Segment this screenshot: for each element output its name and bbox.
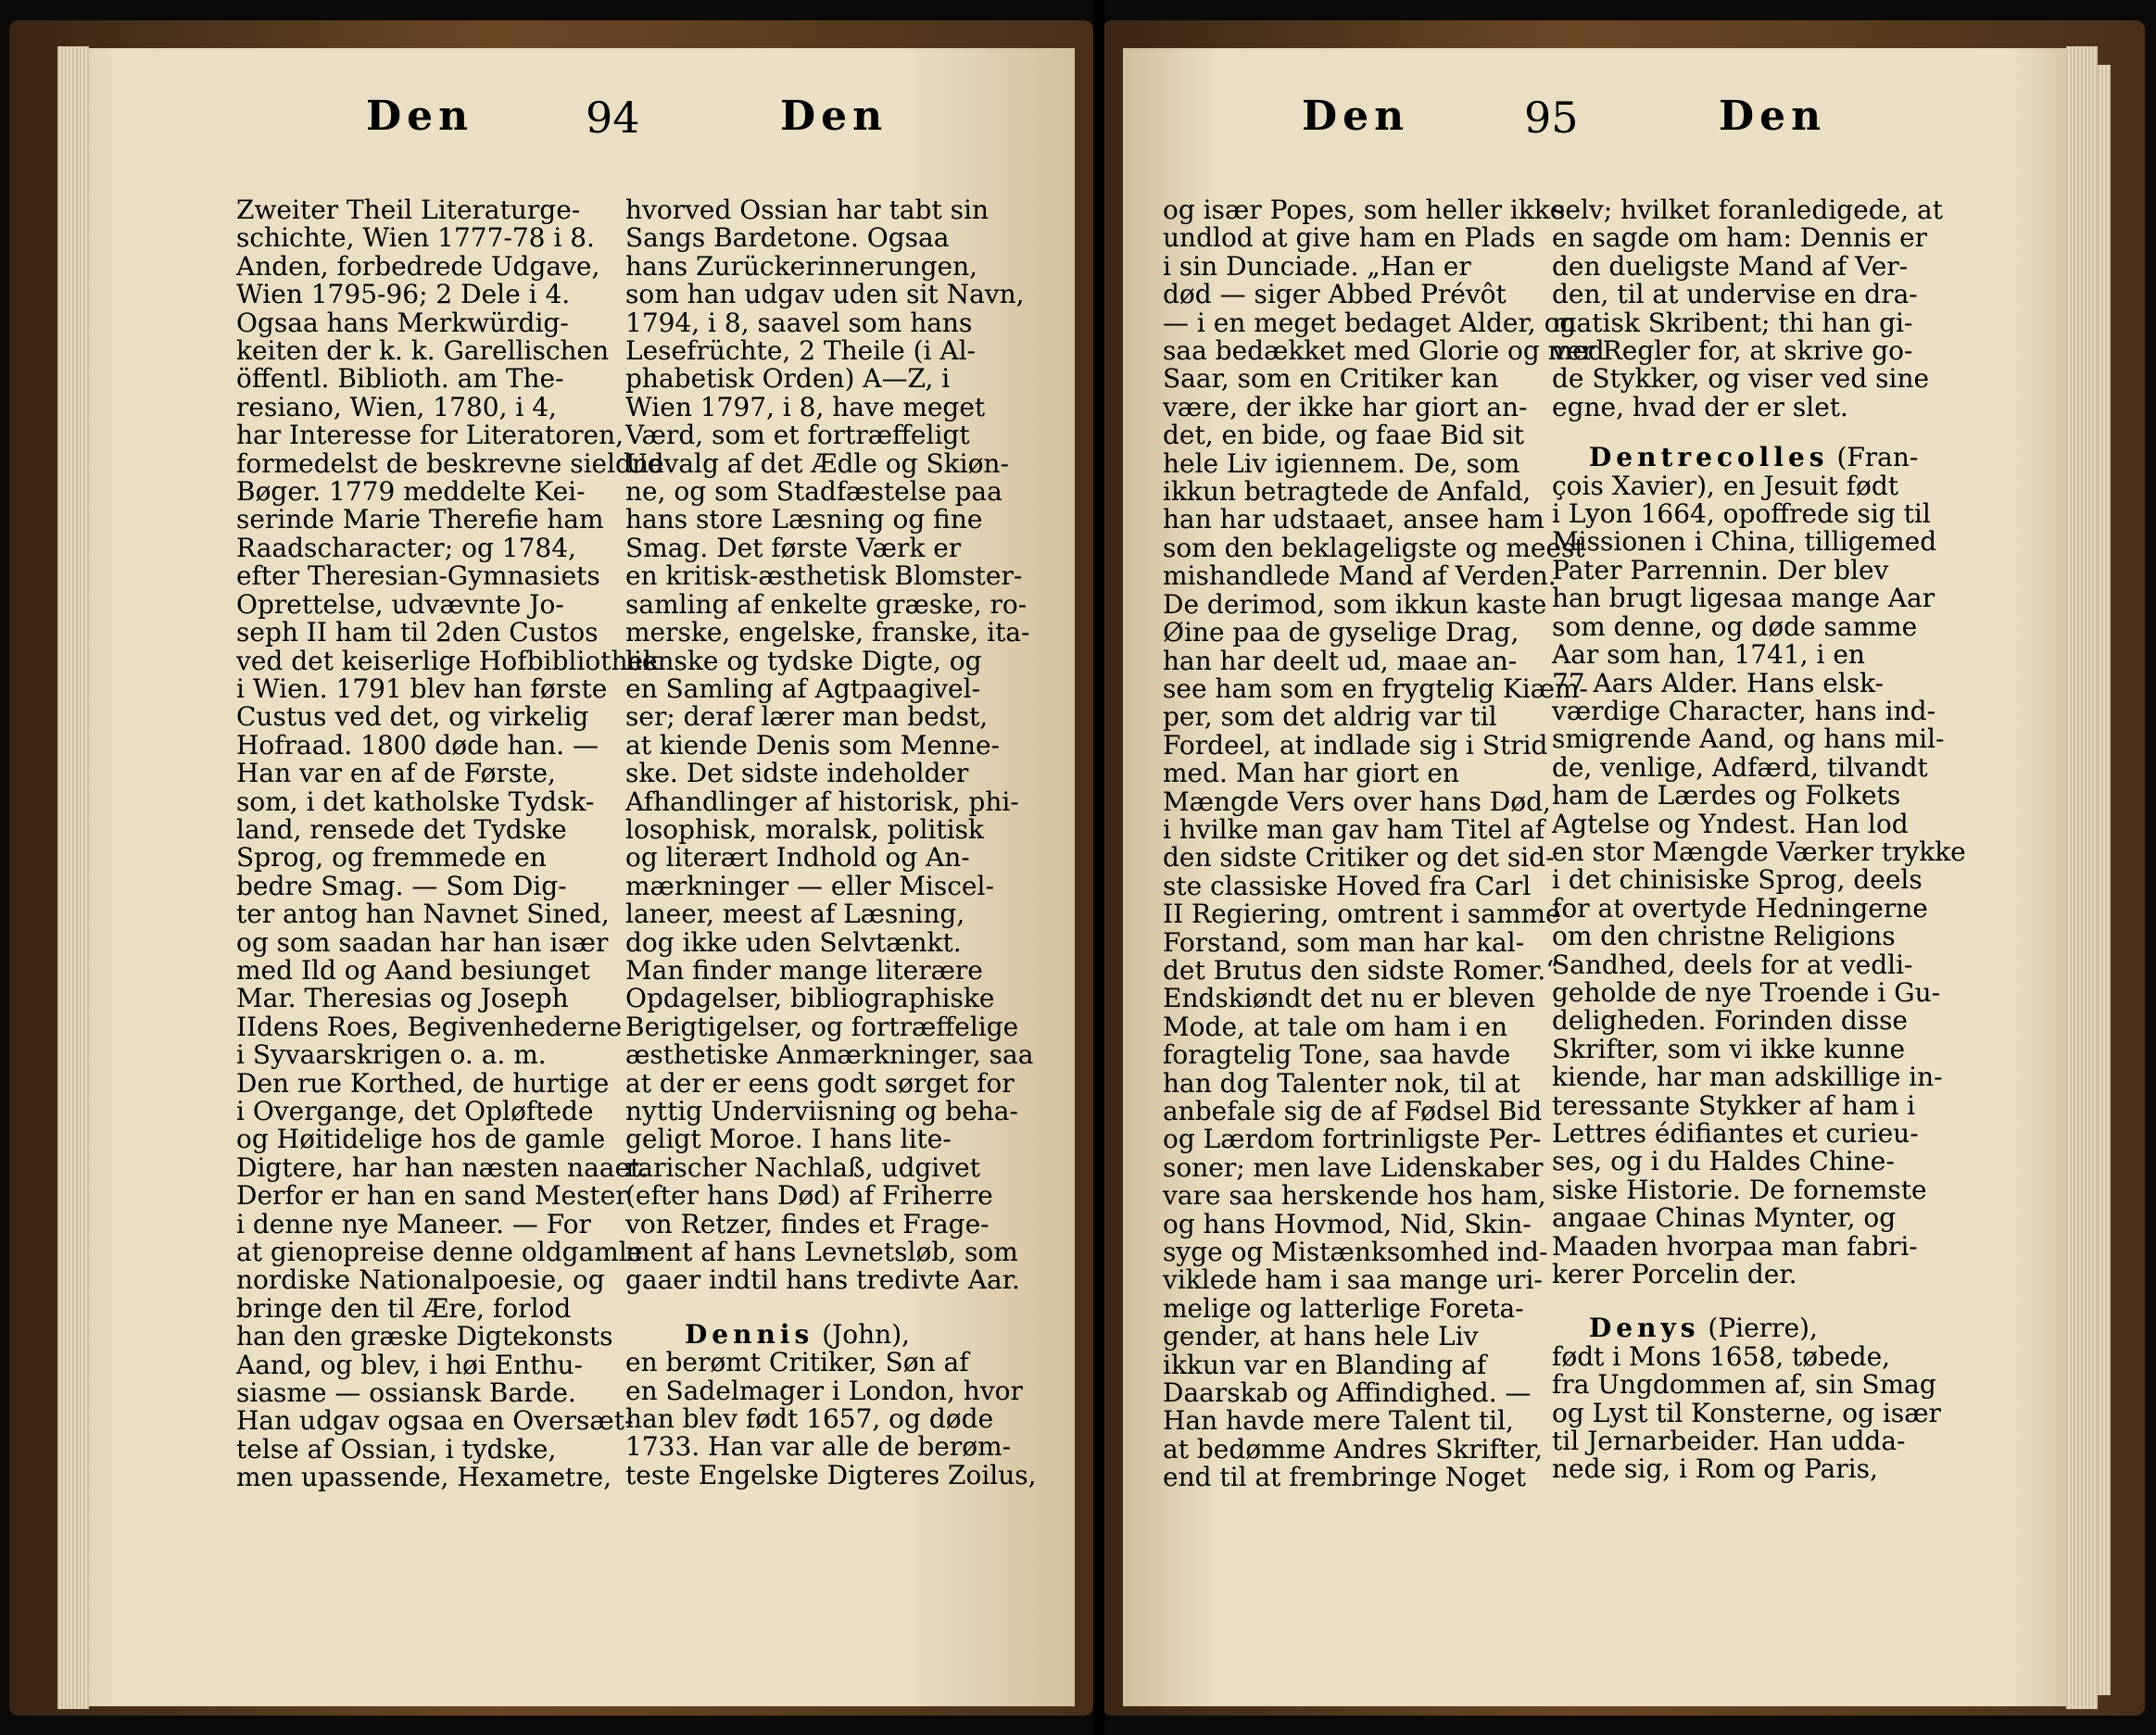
text-line: Zweiter Theil Literaturge- (236, 195, 581, 225)
right-col2-lines (1552, 195, 1943, 422)
text-line: Daarskab og Affindighed. — (1163, 1377, 1532, 1409)
text-line: Oprettelse, udvævnte Jo- (236, 588, 564, 620)
text-line: en sagde om ham: Dennis er (1552, 222, 1928, 254)
text-line: 1794, i 8, saavel som hans (625, 307, 973, 338)
text-line: ment af hans Levnetsløb, som (625, 1237, 1018, 1268)
text-line: foragtelig Tone, saa havde (1163, 1039, 1511, 1071)
text-line: siske Historie. De fornemste (1552, 1174, 1927, 1205)
text-line: ham de Lærdes og Folkets (1552, 780, 1901, 811)
text-line: at der er eens godt sørget for (625, 1067, 1015, 1099)
text-line: Bøger. 1779 meddelte Kei- (236, 476, 586, 508)
text-line: Anden, forbedrede Udgave, (236, 250, 600, 282)
text-line: çois Xavier), en Jesuit født (1552, 470, 1899, 501)
left-page-edges (57, 46, 89, 1709)
text-line: egne, hvad der er slet. (1552, 391, 1848, 422)
text-line: hans Zurückerinnerungen, (625, 250, 978, 282)
text-line: saa bedækket med Glorie og med (1163, 335, 1605, 367)
text-line: Sprog, og fremmede en (236, 842, 547, 874)
text-line: Aand, og blev, i høi Enthu- (236, 1349, 583, 1380)
text-line: von Retzer, findes et Frage- (625, 1208, 990, 1239)
text-line: Custus ved det, og virkelig (236, 701, 589, 733)
text-line: Lesefrüchte, 2 Theile (i Al- (625, 335, 977, 367)
entry-heading-denys: Denys (Pierre), (1589, 1313, 1818, 1344)
text-line: viklede ham i saa mange uri- (1163, 1264, 1543, 1296)
text-line: Den rue Korthed, de hurtige (236, 1067, 610, 1099)
text-line: smigrende Aand, og hans mil- (1552, 723, 1945, 755)
text-line: Missionen i China, tilligemed (1552, 526, 1937, 558)
right-col2-entry2-lines (1552, 1340, 1941, 1485)
text-line: melige og latterlige Foreta- (1163, 1292, 1524, 1324)
text-line: værdige Character, hans ind- (1552, 695, 1936, 726)
text-line: De derimod, som ikkun kaste (1163, 588, 1547, 620)
text-line: see ham som en frygtelig Kiæm- (1163, 673, 1589, 704)
text-line: ne, og som Stadfæstelse paa (625, 476, 1002, 508)
text-line: losophisk, moralsk, politisk (625, 813, 984, 845)
text-line: den sidste Critiker og det sid- (1163, 842, 1555, 874)
text-line: schichte, Wien 1777-78 i 8. (236, 222, 595, 254)
text-line: Endskiøndt det nu er bleven (1163, 983, 1535, 1014)
text-line: en Sadelmager i London, hvor (625, 1375, 1023, 1406)
text-line: død — siger Abbed Prévôt (1163, 279, 1507, 310)
text-line: selv; hvilket foranledigede, at (1552, 195, 1943, 225)
text-line: en stor Mængde Værker trykke (1552, 836, 1966, 867)
text-line: i det chinisiske Sprog, deels (1552, 864, 1923, 896)
text-line: seph II ham til 2den Custos (236, 617, 599, 648)
text-line: Fordeel, at indlade sig i Strid (1163, 729, 1548, 761)
text-line: mishandlede Mand af Verden. (1163, 560, 1557, 592)
right-running-head-right: Den (1719, 93, 1827, 140)
text-line: geholde de nye Troende i Gu- (1552, 976, 1941, 1008)
text-line: Øine paa de gyselige Drag, (1163, 617, 1519, 648)
text-line: efter Theresian-Gymnasiets (236, 560, 600, 592)
text-line: formedelst de beskrevne sieldne (236, 447, 664, 479)
text-line: samling af enkelte græske, ro- (625, 588, 1028, 620)
text-line: Forstand, som man har kal- (1163, 926, 1525, 958)
left-page-number: 94 (586, 93, 640, 143)
text-line: Raadscharacter; og 1784, (236, 532, 576, 563)
text-line: dog ikke uden Selvtænkt. (625, 926, 962, 958)
text-line: en berømt Critiker, Søn af (625, 1347, 969, 1378)
text-line: Mængde Vers over hans Død, (1163, 786, 1551, 817)
text-line: fra Ungdommen af, sin Smag (1552, 1369, 1936, 1401)
text-line: IIdens Roes, Begivenhederne (236, 1011, 623, 1042)
text-line: i sin Dunciade. „Han er (1163, 250, 1471, 282)
text-line: Afhandlinger af historisk, phi- (625, 786, 1019, 817)
text-line: til Jernarbeider. Han udda- (1552, 1426, 1906, 1457)
text-line: bedre Smag. — Som Dig- (236, 870, 567, 901)
left-running-head-right: Den (780, 93, 889, 140)
right-column-1 (1163, 195, 1605, 1493)
text-line: i hvilke man gav ham Titel af (1163, 813, 1545, 845)
text-line: Aar som han, 1741, i en (1552, 639, 1865, 671)
text-line: en Samling af Agtpaagivel- (625, 673, 981, 704)
text-line: 1733. Han var alle de berøm- (625, 1431, 1012, 1463)
text-line: være, der ikke har giort an- (1163, 391, 1528, 422)
right-col1-lines (1163, 195, 1605, 1493)
text-line: han har deelt ud, maae an- (1163, 645, 1518, 676)
text-line: rarischer Nachlaß, udgivet (625, 1151, 980, 1183)
text-line: en kritisk-æsthetisk Blomster- (625, 560, 1023, 592)
text-line: Han udgav ogsaa en Oversæt- (236, 1405, 634, 1437)
text-line: Sangs Bardetone. Ogsaa (625, 222, 950, 254)
text-line: med Ild og Aand besiunget (236, 954, 590, 986)
text-line: anbefale sig de af Fødsel Bid (1163, 1096, 1543, 1126)
text-line: telse af Ossian, i tydske, (236, 1433, 557, 1465)
text-line: 77 Aars Alder. Hans elsk- (1552, 667, 1885, 698)
text-line: han dog Talenter nok, til at (1163, 1067, 1520, 1099)
text-line: de, venlige, Adfærd, tilvandt (1552, 751, 1928, 783)
text-line: og Lyst til Konsterne, og især (1552, 1397, 1941, 1428)
text-line: han den græske Digtekonsts (236, 1321, 613, 1352)
text-line: lienske og tydske Digte, og (625, 645, 982, 676)
left-column-2 (625, 195, 1037, 1490)
text-line: per, som det aldrig var til (1163, 701, 1497, 733)
text-line: Værd, som et fortræffeligt (625, 420, 970, 451)
text-line: og hans Hovmod, Nid, Skin- (1163, 1208, 1532, 1239)
text-line: at gienopreise denne oldgamle (236, 1237, 643, 1268)
text-line: det Brutus den sidste Romer.“ (1163, 954, 1559, 986)
text-line: Mar. Theresias og Joseph (236, 983, 569, 1014)
text-line: i Wien. 1791 blev han første (236, 673, 608, 704)
text-line: syge og Mistænksomhed ind- (1163, 1237, 1548, 1268)
text-line: Mode, at tale om ham i en (1163, 1011, 1507, 1042)
text-line: Derfor er han en sand Mester (236, 1180, 628, 1212)
text-line: bringe den til Ære, forlod (236, 1292, 572, 1324)
text-line: Saar, som en Critiker kan (1163, 363, 1499, 395)
left-running-head-left: Den (366, 93, 474, 140)
text-line: som, i det katholske Tydsk- (236, 786, 595, 817)
text-line: nede sig, i Rom og Paris, (1552, 1453, 1878, 1485)
text-line: matisk Skribent; thi han gi- (1552, 307, 1913, 338)
text-line: — i en meget bedaget Alder, og (1163, 307, 1577, 338)
text-line: angaae Chinas Mynter, og (1552, 1202, 1897, 1234)
text-line: Wien 1795-96; 2 Dele i 4. (236, 279, 571, 310)
text-line: mærkninger — eller Miscel- (625, 870, 994, 901)
text-line: merske, engelske, franske, ita- (625, 617, 1030, 648)
text-line: ved det keiserlige Hofbibliothek (236, 645, 660, 676)
text-line: Skrifter, som vi ikke kunne (1552, 1033, 1906, 1064)
text-line: geligt Moroe. I hans lite- (625, 1124, 952, 1155)
text-line: den dueligste Mand af Ver- (1552, 250, 1909, 282)
text-line: han brugt ligesaa mange Aar (1552, 583, 1935, 614)
text-line: han har udstaaet, ansee ham (1163, 504, 1545, 535)
text-line: kerer Porcelin der. (1552, 1259, 1797, 1290)
text-line: og især Popes, som heller ikke (1163, 195, 1566, 225)
text-line: i Overgange, det Opløftede (236, 1096, 594, 1126)
text-line: hans store Læsning og fine (625, 504, 983, 535)
left-col1-lines (236, 195, 664, 1493)
text-line: Opdagelser, bibliographiske (625, 983, 995, 1014)
text-line: (efter hans Død) af Friherre (625, 1180, 993, 1212)
text-line: teste Engelske Digteres Zoilus, (625, 1459, 1037, 1490)
text-line: resiano, Wien, 1780, i 4, (236, 391, 557, 422)
text-line: land, rensede det Tydske (236, 813, 567, 845)
left-col2-lines (625, 195, 1034, 1296)
text-line: det, en bide, og faae Bid sit (1163, 420, 1525, 451)
right-col2-entry1-lines (1552, 470, 1966, 1290)
text-line: teressante Stykker af ham i (1552, 1089, 1916, 1121)
text-line: Man finder mange literære (625, 954, 983, 986)
text-line: Han havde mere Talent til, (1163, 1405, 1514, 1437)
text-line: om den christne Religions (1552, 921, 1896, 952)
text-line: ste classiske Hoved fra Carl (1163, 870, 1532, 901)
left-column-1 (236, 195, 664, 1493)
text-line: öffentl. Biblioth. am The- (236, 363, 564, 395)
text-line: nordiske Nationalpoesie, og (236, 1264, 605, 1296)
text-line: Smag. Det første Værk er (625, 532, 962, 563)
text-line: hele Liv igiennem. De, som (1163, 447, 1520, 479)
text-line: Wien 1797, i 8, have meget (625, 391, 986, 422)
text-line: laneer, meest af Læsning, (625, 899, 965, 930)
text-line: i denne nye Maneer. — For (236, 1208, 591, 1239)
text-line: ser; deraf lærer man bedst, (625, 701, 989, 733)
text-line: Ogsaa hans Merkwürdig- (236, 307, 569, 338)
text-line: keiten der k. k. Garellischen (236, 335, 610, 367)
entry-heading-dennis: Dennis (John), (685, 1318, 911, 1350)
text-line: serinde Marie Therefie ham (236, 504, 604, 535)
text-line: II Regiering, omtrent i samme (1163, 899, 1561, 930)
text-line: ikkun var en Blanding af (1163, 1349, 1487, 1380)
text-line: Udvalg af det Ædle og Skiøn- (625, 447, 1009, 479)
text-line: ter antog han Navnet Sined, (236, 899, 610, 930)
right-page-edges-outer (2098, 65, 2111, 1695)
text-line: at bedømme Andres Skrifter, (1163, 1433, 1543, 1465)
text-line: ses, og i du Haldes Chine- (1552, 1146, 1895, 1177)
text-line: gaaer indtil hans tredivte Aar. (625, 1264, 1020, 1296)
text-line: og Lærdom fortrinligste Per- (1163, 1124, 1542, 1155)
text-line: og som saadan har han især (236, 926, 609, 958)
text-line: den, til at undervise en dra- (1552, 279, 1918, 310)
text-line: Agtelse og Yndest. Han lod (1552, 808, 1909, 839)
text-line: kiende, har man adskillige in- (1552, 1062, 1943, 1093)
text-line: at kiende Denis som Menne- (625, 729, 1001, 761)
text-line: Sandhed, deels for at vedli- (1552, 949, 1913, 980)
spread-divider (1093, 0, 1104, 1735)
text-line: Lettres édifiantes et curieu- (1552, 1118, 1919, 1149)
text-line: i Lyon 1664, opoffrede sig til (1552, 498, 1931, 530)
text-line: undlod at give ham en Plads (1163, 222, 1536, 254)
right-column-2 (1552, 195, 1966, 1485)
text-line: med. Man har giort en (1163, 758, 1460, 789)
text-line: vare saa herskende hos ham, (1163, 1180, 1546, 1212)
text-line: nyttig Underviisning og beha- (625, 1096, 1018, 1126)
text-line: ske. Det sidste indeholder (625, 758, 969, 789)
text-line: phabetisk Orden) A—Z, i (625, 363, 951, 395)
text-line: Hofraad. 1800 døde han. — (236, 729, 599, 761)
text-line: i Syvaarskrigen o. a. m. (236, 1039, 547, 1071)
text-line: han blev født 1657, og døde (625, 1403, 994, 1435)
right-running-head-left: Den (1302, 93, 1410, 140)
text-line: soner; men lave Lidenskaber (1163, 1151, 1544, 1183)
right-page-number: 95 (1524, 93, 1579, 143)
text-line: ver Regler for, at skrive go- (1552, 335, 1913, 367)
text-line: og Høitidelige hos de gamle (236, 1124, 606, 1155)
text-line: gender, at hans hele Liv (1163, 1321, 1479, 1352)
text-line: deligheden. Forinden disse (1552, 1005, 1909, 1037)
text-line: for at overtyde Hedningerne (1552, 892, 1928, 924)
text-line: og literært Indhold og An- (625, 842, 970, 874)
text-line: som han udgav uden sit Navn, (625, 279, 1025, 310)
text-line: Pater Parrennin. Der blev (1552, 554, 1889, 585)
text-line: har Interesse for Literatoren, (236, 420, 624, 451)
text-line: hvorved Ossian har tabt sin (625, 195, 989, 225)
text-line: ikkun betragtede de Anfald, (1163, 476, 1532, 508)
text-line: æsthetiske Anmærkninger, saa (625, 1039, 1034, 1071)
text-line: født i Mons 1658, tøbede, (1552, 1340, 1891, 1372)
text-line: siasme — ossiansk Barde. (236, 1377, 576, 1409)
text-line: end til at frembringe Noget (1163, 1462, 1526, 1493)
text-line: som den beklageligste og meest (1163, 532, 1585, 563)
entry-heading-dentrecolles: Dentrecolles (Fran- (1589, 442, 1919, 473)
text-line: som denne, og døde samme (1552, 610, 1918, 642)
text-line: Han var en af de Første, (236, 758, 556, 789)
right-page-edges (2066, 46, 2098, 1709)
text-line: Maaden hvorpaa man fabri- (1552, 1230, 1918, 1262)
text-line: Berigtigelser, og fortræffelige (625, 1011, 1019, 1042)
text-line: Digtere, har han næsten naaet. (236, 1151, 649, 1183)
left-col2-entry-lines (625, 1347, 1037, 1490)
text-line: de Stykker, og viser ved sine (1552, 363, 1930, 395)
text-line: men upassende, Hexametre, (236, 1462, 612, 1493)
